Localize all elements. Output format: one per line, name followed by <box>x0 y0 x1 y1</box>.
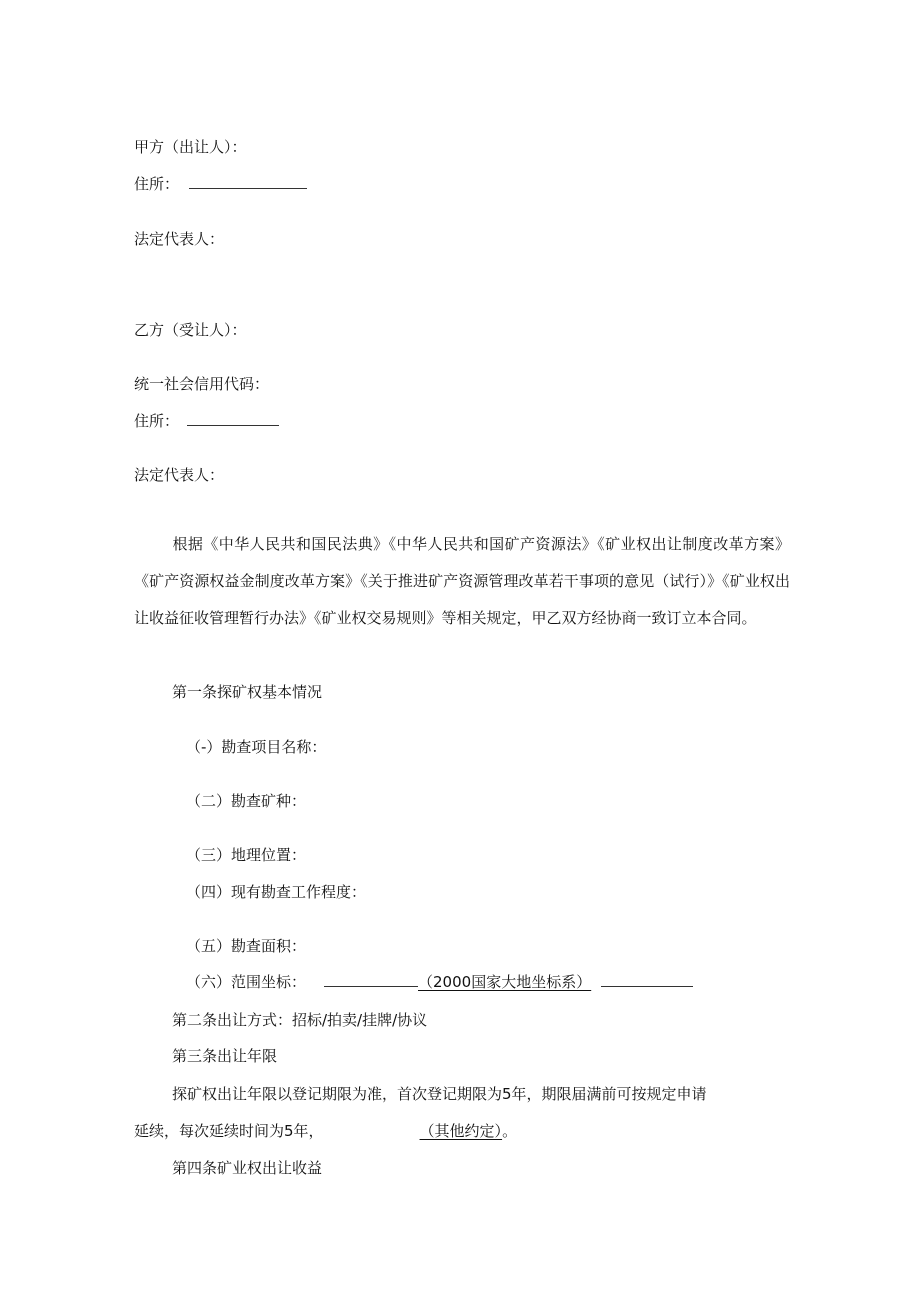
party-a-address-blank[interactable] <box>189 174 307 189</box>
article1-item4: （四）现有勘查工作程度： <box>186 883 367 901</box>
party-b-credit-code-label: 统一社会信用代码： <box>134 375 270 393</box>
article1-title: 第一条探矿权基本情况 <box>172 683 323 701</box>
party-b-rep-label: 法定代表人： <box>134 466 225 484</box>
article1-item6-label: （六）范围坐标： <box>186 973 307 991</box>
party-a-title: 甲方（出让人）： <box>134 138 247 156</box>
article3-line2 <box>134 1121 517 1141</box>
article4-title: 第四条矿业权出让收益 <box>172 1159 323 1177</box>
party-b-title: 乙方（受让人）： <box>134 321 247 339</box>
article1-item6 <box>186 972 693 992</box>
other-agreement: （其他约定） <box>419 1122 503 1140</box>
article3-line1: 探矿权出让年限以登记期限为准，首次登记期限为5年，期限届满前可按规定申请 <box>172 1085 707 1103</box>
coordinates-blank-right[interactable] <box>601 972 693 987</box>
article3-title: 第三条出让年限 <box>172 1047 278 1065</box>
preamble-paragraph <box>134 526 790 637</box>
party-a-address-label: 住所： <box>134 175 180 193</box>
article2-title: 第二条出让方式：招标/拍卖/挂牌/协议 <box>172 1011 428 1029</box>
party-b-address <box>134 411 279 431</box>
article1-item2: （二）勘查矿种： <box>186 792 307 810</box>
article1-item5: （五）勘查面积： <box>186 937 307 955</box>
party-b-address-label: 住所： <box>134 412 180 430</box>
coordinates-blank-left[interactable] <box>324 972 418 987</box>
coordinate-system: （2000国家大地坐标系） <box>418 973 592 991</box>
party-b-address-blank[interactable] <box>187 411 279 426</box>
party-a-rep-label: 法定代表人： <box>134 230 225 248</box>
article1-item3: （三）地理位置： <box>186 846 307 864</box>
article3-line2-text: 延续，每次延续时间为5年， <box>134 1122 324 1140</box>
article3-line2-end: 。 <box>502 1122 518 1140</box>
article1-item1: （-）勘查项目名称： <box>186 738 327 756</box>
preamble-text: 根据《中华人民共和国民法典》《中华人民共和国矿产资源法》《矿业权出让制度改革方案》《矿产资源权益金制度改革方案》《关于推进矿产资源管理改革若干事项的意见（试行）》《矿业权出让收益征收管理暂行办法》《矿业权交易规则》等相关规定，甲乙双方经协商一致订立本合同。 <box>134 535 790 627</box>
party-a-address <box>134 174 307 194</box>
